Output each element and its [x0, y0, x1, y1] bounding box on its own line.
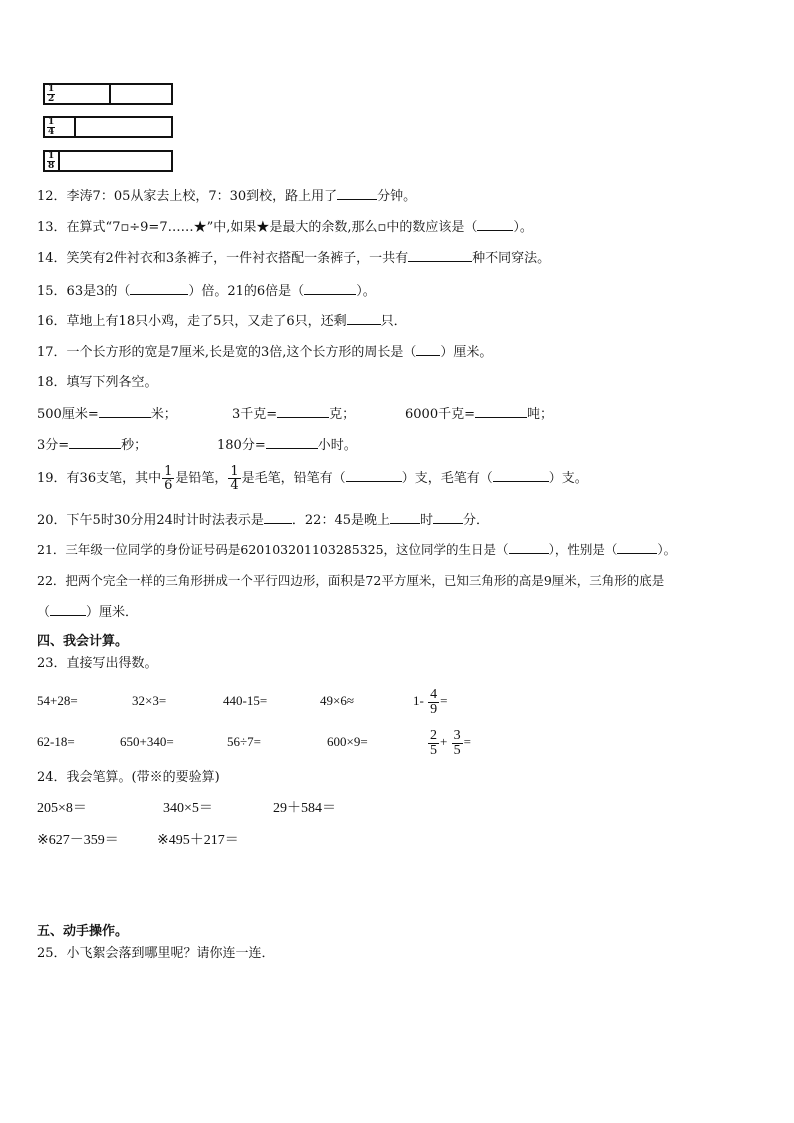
- fraction: $\frac{4}{9}$: [430, 686, 438, 717]
- answer-blank[interactable]: [408, 249, 472, 262]
- section-5-title: 五、动手操作。: [37, 924, 129, 939]
- answer-blank[interactable]: [266, 436, 318, 449]
- fraction-bar-eighth: [43, 150, 173, 172]
- calc-item: 600×9=: [327, 734, 368, 749]
- answer-blank[interactable]: [50, 603, 86, 616]
- calc-item: 32×3=: [132, 693, 167, 708]
- conversion-item: 3千克= 克；: [232, 407, 356, 422]
- question-24-title: 24．我会笔算。(带※的要验算): [37, 770, 220, 785]
- question-16: 16．草地上有18只小鸡，走了5只，又走了6只，还剩 只．: [37, 314, 407, 329]
- fraction-label: 1 2: [48, 84, 55, 104]
- calc-item: 56÷7=: [227, 734, 261, 749]
- answer-blank[interactable]: [277, 405, 329, 418]
- conversion-item: 3分= 秒；: [37, 438, 148, 453]
- answer-blank[interactable]: [617, 541, 657, 554]
- question-22-line1: 22．把两个完全一样的三角形拼成一个平行四边形，面积是72平方厘米，已知三角形的高是9厘米，三角形的底是: [37, 573, 665, 588]
- answer-blank[interactable]: [346, 469, 402, 482]
- question-15: 15．63是3的（ ）倍。21的6倍是（ ）。: [37, 284, 376, 299]
- answer-blank[interactable]: [130, 282, 188, 295]
- written-calc-item: 340×5＝: [163, 801, 213, 816]
- fraction-bar-half: [43, 83, 173, 105]
- fraction: $\frac{1}{6}$: [164, 464, 173, 493]
- question-18-title: 18．填写下列各空。: [37, 375, 158, 390]
- answer-blank[interactable]: [433, 511, 463, 524]
- calc-item: 62-18=: [37, 734, 75, 749]
- question-14: 14．笑笑有2件衬衣和3条裤子，一件衬衣搭配一条裤子，一共有 种不同穿法。: [37, 251, 551, 266]
- answer-blank[interactable]: [475, 405, 527, 418]
- answer-blank[interactable]: [347, 312, 381, 325]
- fraction: $\frac{1}{4}$: [230, 464, 239, 493]
- question-25: 25．小飞絮会落到哪里呢？请你连一连．: [37, 946, 275, 961]
- written-calc-item: ※495＋217＝: [157, 833, 239, 848]
- answer-blank[interactable]: [264, 511, 292, 524]
- fraction-bar-quarter: [43, 116, 173, 138]
- question-22-line2: （ ）厘米．: [37, 605, 139, 620]
- conversion-item: 180分= 小时。: [217, 438, 357, 453]
- question-17: 17．一个长方形的宽是7厘米,长是宽的3倍,这个长方形的周长是（ ）厘米。: [37, 345, 493, 360]
- answer-blank[interactable]: [337, 187, 377, 200]
- calc-fraction-item: $\frac{2}{5}$ + $\frac{3}{5}$ =: [430, 727, 471, 758]
- answer-blank[interactable]: [493, 469, 549, 482]
- section-4-title: 四、我会计算。: [37, 634, 129, 649]
- answer-blank[interactable]: [99, 405, 151, 418]
- calc-fraction-item: 1- $\frac{4}{9}$ =: [413, 686, 448, 717]
- answer-blank[interactable]: [477, 218, 513, 231]
- fraction: $\frac{3}{5}$: [453, 727, 461, 758]
- calc-item: 54+28=: [37, 693, 78, 708]
- conversion-item: 6000千克= 吨；: [405, 407, 553, 422]
- answer-blank[interactable]: [304, 282, 356, 295]
- written-calc-item: 29＋584＝: [273, 801, 336, 816]
- conversion-item: 500厘米= 米；: [37, 407, 177, 422]
- question-21: 21．三年级一位同学的身份证号码是620103201103285325，这位同学的生日是（ ），性别是（ ）。: [37, 542, 677, 557]
- calc-item: 650+340=: [120, 734, 174, 749]
- question-20: 20．下午5时30分用24时计时法表示是 ．22：45是晚上 时 分．: [37, 513, 490, 528]
- question-19: 19．有36支笔，其中 $\frac{1}{6}$ 是铅笔， $\frac{1}{4}$ 是毛笔，铅笔有（ ）支，毛笔有（ ）支。: [37, 464, 588, 493]
- answer-blank[interactable]: [509, 541, 549, 554]
- calc-item: 440-15=: [223, 693, 268, 708]
- calc-item: 49×6≈: [320, 693, 354, 708]
- answer-blank[interactable]: [416, 343, 440, 356]
- fraction-label: 1 4: [48, 117, 55, 137]
- question-12: 12．李涛7：05从家去上校，7：30到校，路上用了 分钟。: [37, 189, 417, 204]
- written-calc-item: 205×8＝: [37, 801, 87, 816]
- written-calc-item: ※627－359＝: [37, 833, 119, 848]
- question-13: 13．在算式“7▫÷9=7……★”中,如果★是最大的余数,那么▫中的数应该是（ ）。: [37, 220, 533, 235]
- fraction: $\frac{2}{5}$: [430, 727, 437, 758]
- fraction-label: 1 8: [48, 151, 55, 171]
- answer-blank[interactable]: [390, 511, 420, 524]
- question-23-title: 23．直接写出得数。: [37, 656, 158, 671]
- answer-blank[interactable]: [69, 436, 121, 449]
